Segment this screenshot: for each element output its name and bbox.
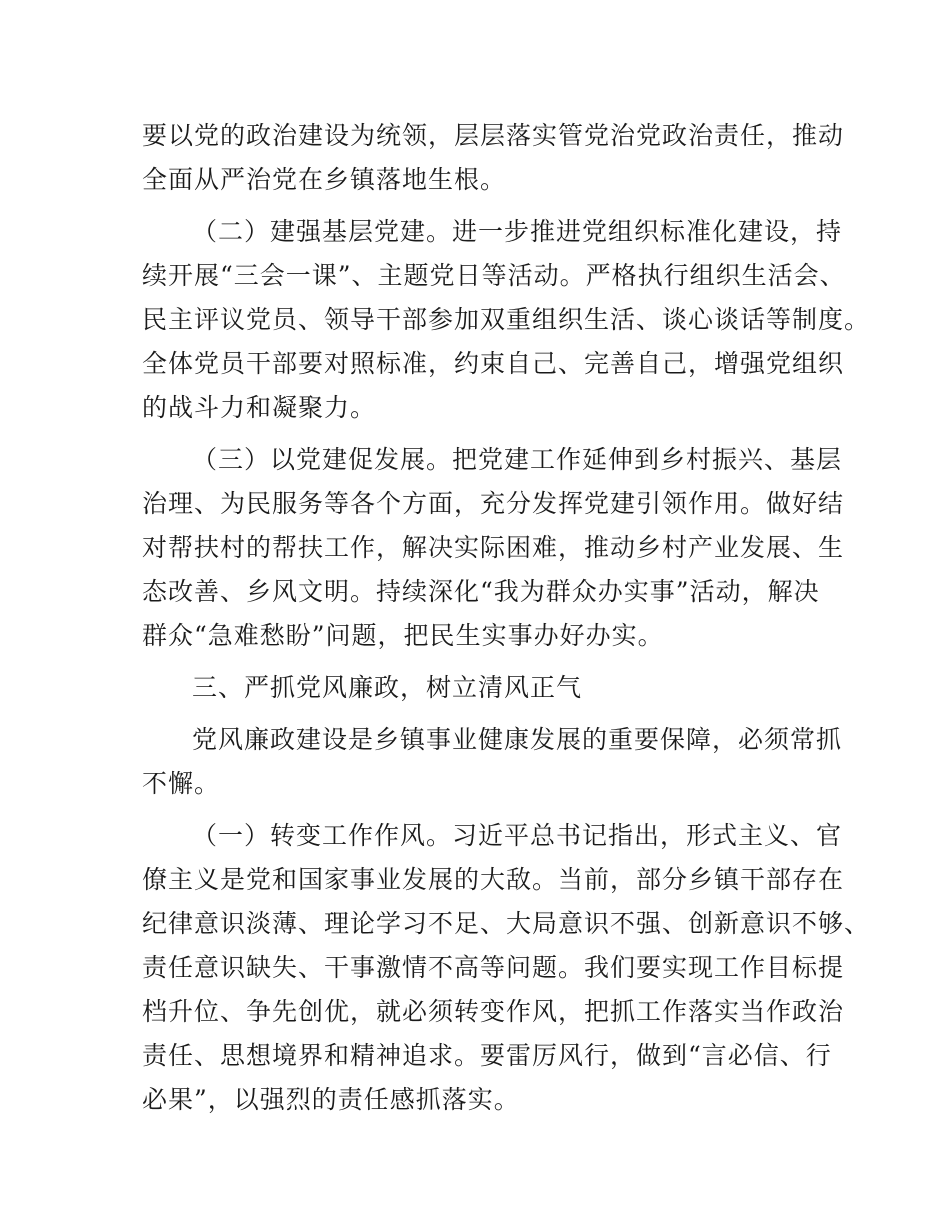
paragraph-2 [142, 210, 871, 430]
text-line: 僚主义是党和国家事业发展的大敌。当前，部分乡镇干部存在 [142, 865, 845, 894]
text-line: 续开展“三会一课”、主题党日等活动。严格执行组织生活会、 [142, 261, 846, 290]
text-line: 全体党员干部要对照标准，约束自己、完善自己，增强党组织 [142, 349, 845, 378]
text-line: （一）转变工作作风。习近平总书记指出，形式主义、官 [192, 821, 843, 850]
text-line: 治理、为民服务等各个方面，充分发挥党建引领作用。做好结 [142, 489, 845, 518]
text-line: 责任、思想境界和精神追求。要雷厉风行，做到“言必信、行 [142, 1041, 832, 1070]
text-line: 的战斗力和凝聚力。 [142, 393, 377, 422]
text-line: 全面从严治党在乡镇落地生根。 [142, 165, 507, 194]
text-line: 群众“急难愁盼”问题，把民生实事办好办实。 [142, 621, 664, 650]
text-line: 要以党的政治建设为统领，层层落实管党治党政治责任，推动 [142, 121, 845, 150]
paragraph-4 [142, 718, 843, 806]
text-line: 必果”，以强烈的责任感抓落实。 [142, 1085, 520, 1114]
text-line: （二）建强基层党建。进一步推进党组织标准化建设，持 [192, 217, 843, 246]
text-line: 档升位、争先创优，就必须转变作风，把抓工作落实当作政治 [142, 997, 845, 1026]
paragraph-3 [142, 438, 845, 658]
text-line: （三）以党建促发展。把党建工作延伸到乡村振兴、基层 [192, 445, 843, 474]
paragraph-1 [142, 114, 845, 202]
text-line: 对帮扶村的帮扶工作，解决实际困难，推动乡村产业发展、生 [142, 533, 845, 562]
text-line: 纪律意识淡薄、理论学习不足、大局意识不强、创新意识不够、 [142, 909, 871, 938]
paragraph-5 [142, 814, 871, 1122]
heading-text: 三、严抓党风廉政，树立清风正气 [192, 673, 583, 702]
text-line: 党风廉政建设是乡镇事业健康发展的重要保障，必须常抓 [192, 725, 843, 754]
document-page [142, 114, 871, 1122]
text-line: 不懈。 [142, 769, 221, 798]
text-line: 态改善、乡风文明。持续深化“我为群众办实事”活动，解决 [142, 577, 820, 606]
text-line: 民主评议党员、领导干部参加双重组织生活、谈心谈话等制度。 [142, 305, 871, 334]
text-line: 责任意识缺失、干事激情不高等问题。我们要实现工作目标提 [142, 953, 845, 982]
section-heading [142, 666, 810, 710]
